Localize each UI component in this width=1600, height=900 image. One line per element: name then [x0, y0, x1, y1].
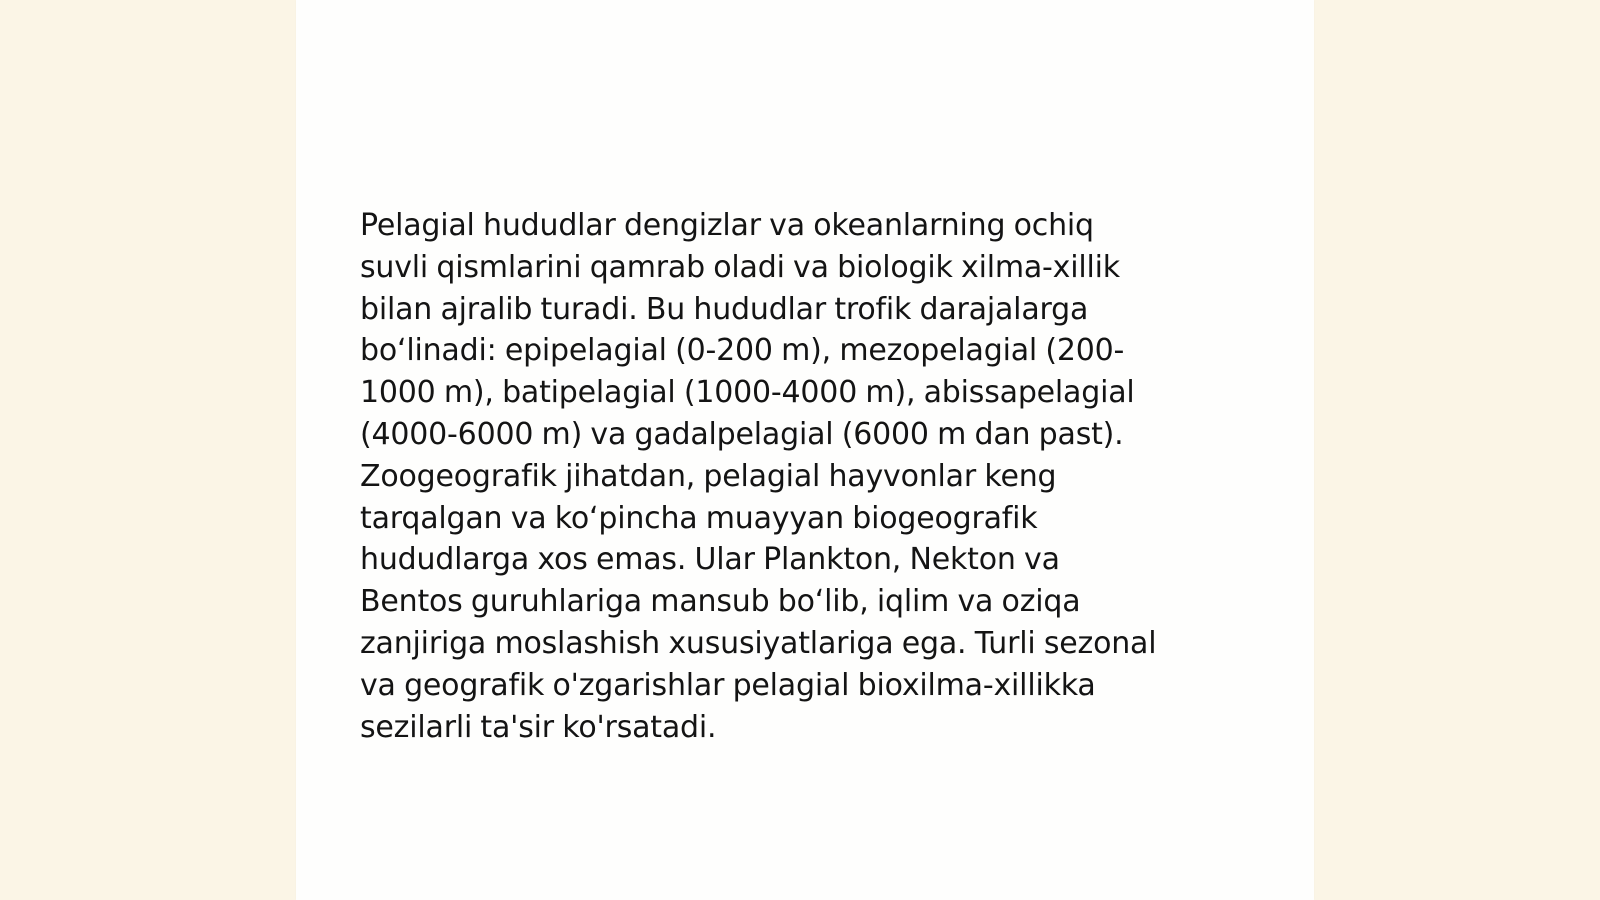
paragraph-line: Zoogeografik jihatdan, pelagial hayvonlar keng [360, 458, 1057, 494]
paragraph-line: bilan ajralib turadi. Bu hududlar trofik darajalarga [360, 291, 1089, 327]
paragraph-line: zanjiriga moslashish xususiyatlariga ega. Turli sezonal [360, 625, 1157, 661]
right-margin [1314, 0, 1600, 900]
paragraph-line: Pelagial hududlar dengizlar va okeanlarning ochiq [360, 208, 1094, 243]
paragraph-line: (4000-6000 m) va gadalpelagial (6000 m dan past). [360, 416, 1124, 452]
body-paragraph [360, 205, 1250, 748]
paragraph-line: va geografik o'zgarishlar pelagial bioxilma-xillikka [360, 667, 1096, 703]
paragraph-line: bo‘linadi: epipelagial (0-200 m), mezopelagial (200- [360, 333, 1125, 369]
paragraph-line: suvli qismlarini qamrab oladi va biologik xilma-xillik [360, 249, 1120, 285]
slide-page [296, 0, 1314, 900]
paragraph-line: 1000 m), batipelagial (1000-4000 m), abissapelagial [360, 375, 1135, 411]
paragraph-line: Bentos guruhlariga mansub bo‘lib, iqlim va oziqa [360, 584, 1081, 620]
paragraph-line: sezilarli ta'sir ko'rsatadi. [360, 709, 717, 745]
paragraph-line: tarqalgan va ko‘pincha muayyan biogeografik [360, 500, 1038, 536]
paragraph-line: hududlarga xos emas. Ular Plankton, Nekton va [360, 542, 1060, 578]
left-margin [0, 0, 296, 900]
